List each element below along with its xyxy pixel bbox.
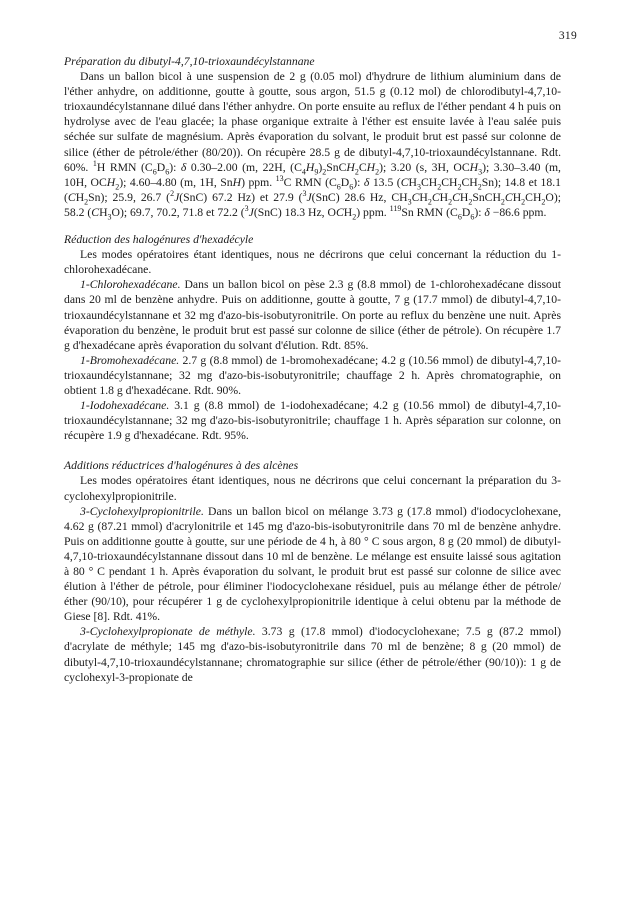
paragraph	[64, 398, 561, 443]
text-run: 3	[107, 212, 112, 222]
text-run: C	[67, 190, 76, 204]
text-run: 6	[336, 182, 341, 192]
section-title: Préparation du dibutyl-4,7,10-trioxaundécylstannane	[64, 55, 315, 68]
text-run: ):	[169, 160, 181, 174]
text-run: 2	[437, 182, 442, 192]
text-run: 3	[416, 182, 421, 192]
text-run: 2	[115, 182, 120, 192]
text-run: )	[318, 160, 323, 174]
text-run: 2	[448, 197, 453, 207]
text-run: ):	[353, 175, 364, 189]
text-run: C	[335, 205, 344, 219]
text-run: 6	[349, 182, 354, 192]
text-run: 3-Cyclohexylpropionate de méthyle.	[80, 625, 256, 639]
text-run: 4	[301, 166, 306, 176]
text-run: 0.30–2.00 (m, 22H, (C	[186, 160, 302, 174]
text-run: (SnC) 67.2 Hz) et 27.9 (	[179, 190, 303, 204]
text-run: H	[469, 160, 479, 174]
text-run: J	[306, 190, 312, 204]
text-run: 3	[302, 188, 307, 198]
text-run: ) ppm.	[356, 205, 390, 219]
text-run: 6	[457, 212, 462, 222]
paragraph	[64, 69, 561, 220]
paragraph	[64, 353, 561, 398]
text-run: 3.73 g (17.8 mmol) d'iodocyclohexane; 7.5 g (87.2 mmol) d'acrylate de méthyle; 145 mg d'azo-bis-isobutyronitrile dans 70 ml de benzène; 8 g (20 mmol) de dibutyl-4,7,10-trioxaundécylstannane; chromatographie sur silice (éther de pétrole/éther (90/10)): 1 g de cyclohexyl-3-propionate de	[64, 625, 561, 684]
text-run: C	[504, 190, 513, 204]
text-run: δ	[363, 175, 370, 189]
text-run: 119	[389, 204, 402, 214]
text-run: C RMN (C	[283, 175, 337, 189]
text-run: SnCH	[472, 190, 501, 204]
text-run: CH	[525, 190, 542, 204]
section-title: Additions réductrices d'halogénures à des alcènes	[64, 459, 299, 473]
text-run: H	[75, 190, 85, 204]
text-run: 2	[354, 166, 359, 176]
text-run: H	[419, 190, 428, 204]
text-run: 3	[407, 197, 412, 207]
text-run: 9	[314, 166, 319, 176]
text-run: Les modes opératoires étant identiques, nous ne décrirons que celui concernant la réduction du 1-chlorohexadécane.	[64, 248, 561, 277]
text-run: 6	[470, 212, 475, 222]
text-run: C	[452, 190, 460, 204]
text-run: −86.6 ppm.	[489, 205, 547, 219]
text-run: 6	[152, 166, 157, 176]
paragraph	[64, 504, 561, 625]
text-run: ); 3.20 (s, 3H, OC	[379, 160, 470, 174]
paragraph	[64, 473, 561, 503]
text-run: 3	[244, 204, 249, 214]
text-run: H	[106, 175, 116, 189]
text-run: J	[174, 190, 180, 204]
text-run: 2	[477, 182, 482, 192]
page-number: 319	[558, 30, 577, 42]
text-run: H	[232, 175, 242, 189]
text-run: ); 3.30–3.40 (m, 10H, OC	[64, 160, 561, 189]
text-run: (SnC) 18.3 Hz, O	[253, 205, 336, 219]
text-run: C	[400, 175, 409, 189]
text-run: (SnC) 28.6 Hz, CH	[311, 190, 408, 204]
text-run: C	[358, 160, 367, 174]
text-run: Dans un ballon bicol on pèse 2.3 g (8.8 mmol) de 1-chlorohexadécane dissout dans 20 ml de benzène anhydre. Puis on additionne, goutte à goutte, 7 g (17.7 mmol) de dibutyl-4,7,10-trioxaundécylstannane et 32 mg d'azo-bis-isobutyronitrile. On porte au reflux du benzène une nuit. Après évaporation du benzène, le produit brut est passé sur colonne de silice (éther de pétrole). On récupère 1.7 g d'hexadécane après évaporation du solvant d'élution. Rdt. 85%.	[64, 278, 561, 352]
text-run: 13.5 (	[369, 175, 401, 189]
article-body	[64, 54, 561, 685]
text-run: O); 58.2 (	[64, 190, 561, 219]
text-run: 3-Cyclohexylpropionitrile.	[80, 504, 204, 518]
text-run: δ	[484, 205, 490, 219]
paragraph	[64, 247, 561, 277]
text-run: D	[156, 160, 166, 174]
text-run: 6	[165, 166, 170, 176]
text-run: H	[99, 205, 108, 219]
text-run: 2	[541, 197, 546, 207]
text-run: H	[346, 160, 355, 174]
text-run: 2.7 g (8.8 mmol) de 1-bromohexadécane; 4.2 g (10.56 mmol) de dibutyl-4,7,10-trioxaundécylstannane; 32 mg d'azo-bis-isobutyronitrile; chauffage 2 h. Après chromatographie, on obtient 1.8 g d'hexadécane. Rdt. 90%.	[64, 353, 561, 397]
text-run: Sn); 25.9, 26.7 (	[88, 190, 171, 204]
text-run: H	[305, 160, 315, 174]
text-run: 3	[478, 166, 483, 176]
text-run: 3.1 g (8.8 mmol) de 1-iodohexadécane; 4.2 g (10.56 mmol) de dibutyl-4,7,10-trioxaundécylstannane; 32 mg d'azo-bis-isobutyronitrile; chauffage 1 h. Après séparation sur colonne, on récupère 1.9 g d'hexadécane. Rdt. 95%.	[64, 399, 561, 443]
text-run: Sn RMN (C	[401, 205, 458, 219]
section-title: Réduction des halogénures d'hexadécyle	[64, 233, 254, 247]
text-run: 2	[521, 197, 526, 207]
text-run: ) ppm.	[241, 175, 276, 189]
paragraph	[64, 624, 561, 684]
text-run: 2	[84, 197, 89, 207]
text-run: H	[459, 190, 469, 204]
text-run: H RMN (C	[96, 160, 153, 174]
text-run: 2	[170, 188, 175, 198]
text-run: Les modes opératoires étant identiques, nous ne décrirons que celui concernant la préparation du 3-cyclohexylpropionitrile.	[64, 474, 561, 503]
text-run: 1-Iodohexadécane.	[80, 399, 170, 413]
text-run: ):	[474, 205, 485, 219]
text-run: J	[248, 205, 254, 219]
text-run: 2	[352, 212, 357, 222]
text-run: 1-Bromohexadécane.	[80, 353, 180, 367]
text-run: 1-Chlorohexadécane.	[80, 278, 181, 292]
paragraph	[64, 277, 561, 352]
text-run: ); 4.60–4.80 (m, 1H, Sn	[119, 175, 233, 189]
text-run: 1	[92, 158, 97, 168]
text-run: 2	[500, 197, 505, 207]
text-run: 2	[427, 197, 432, 207]
text-run: D	[461, 205, 471, 219]
text-run: CH	[420, 175, 438, 189]
text-run: 2	[457, 182, 462, 192]
text-run: CH	[461, 175, 478, 189]
text-run: Dans un ballon bicol à une suspension de 2 g (0.05 mol) d'hydrure de lithium aluminium dans de l'éther anhydre, on additionne, goutte à goutte, sous argon, 51.5 g (0.12 mol) de chlorodibutyl-4,7,10-trioxaundécylstannane dilué dans l'éther anhydre. On porte ensuite au reflux de l'éther pendant 4 h puis on hydrolyse avec de l'eau glacée; la phase organique extraite à l'éther est ensuite lavée à l'eau salée puis séchée sur sulfate de magnésium. Après évaporation du solvant, le produit brut est passé sur colonne de silice (éther de pétrole/éther (80/20)). On récupère 28.5 g de dibutyl-4,7,10-trioxaundécylstannane. Rdt. 60%.	[64, 70, 561, 174]
text-run: CH	[441, 175, 458, 189]
text-run: Sn); 14.8 et 18.1 (	[64, 175, 562, 204]
text-run: D	[340, 175, 350, 189]
text-run: 2	[468, 197, 473, 207]
text-run: C	[431, 190, 440, 204]
text-run: C	[91, 205, 100, 219]
text-run: H	[366, 160, 376, 174]
text-run: O); 69.7, 70.2, 71.8 et 72.2 (	[111, 205, 245, 219]
text-run: Dans un ballon bicol on mélange 3.73 g (17.8 mmol) d'iodocyclohexane, 4.62 g (87.21 mmol) d'acrylonitrile et 145 mg d'azo-bis-isobutyronitrile dans 70 ml de benzène anhydre. Puis on additionne goutte à goutte, sur une période de 4 h, à 80 ° C sous argon, 8 g (20 mmol) de dibutyl-4,7,10-trioxaundécylstannane dissout dans 10 ml de benzène. Le mélange est ensuite laissé sous agitation à 80 ° C pendant 1 h. Après évaporation du solvant, le produit brut est passé sur colonne de silice avec élution à l'éther de pétrole, pour éliminer l'iodocyclohexane résiduel, puis au mélange éther de pétrole/éther (90/10), pour récupérer 1 g de cyclohexylpropionitrile identique à celui obtenu par la méthode de Giese [8]. Rdt. 41%.	[64, 504, 561, 624]
text-run: δ	[180, 160, 187, 174]
text-run: H	[439, 190, 449, 204]
text-run: SnC	[326, 160, 347, 174]
text-run: 2	[322, 166, 327, 176]
text-run: H	[512, 190, 522, 204]
text-run: H	[408, 175, 417, 189]
text-run: C	[411, 190, 420, 204]
text-run: 2	[375, 166, 380, 176]
text-run: 13	[275, 173, 284, 183]
text-run: H	[343, 205, 353, 219]
